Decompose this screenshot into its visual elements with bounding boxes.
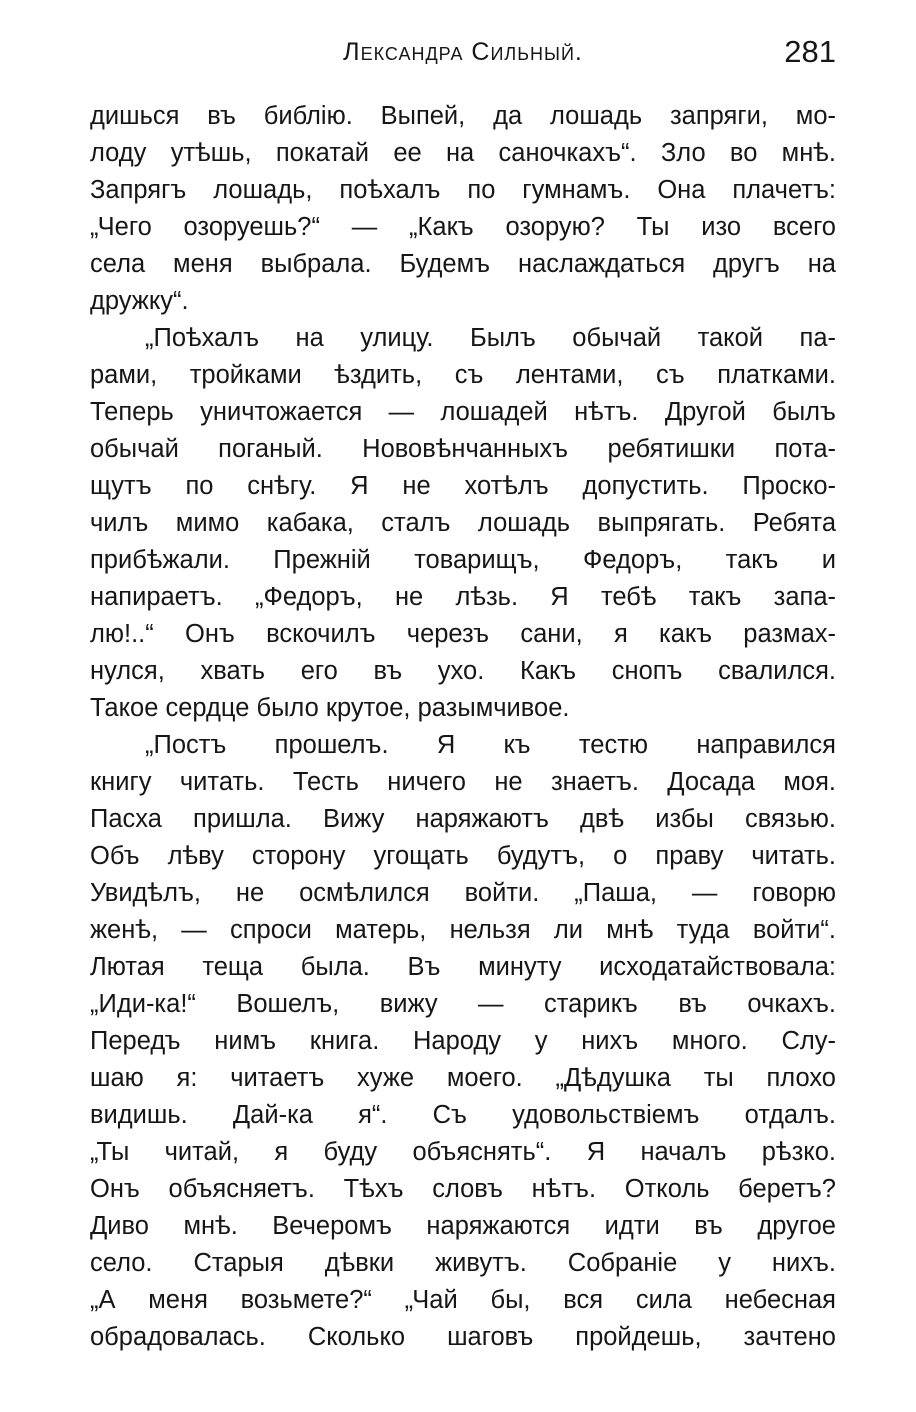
text-line: села меня выбрала. Будемъ наслаждаться другъ на <box>90 250 836 278</box>
text-line: щутъ по снѣгу. Я не хотѣлъ допустить. Проско- <box>90 472 836 500</box>
text-line: шаю я: читаетъ хуже моего. „Дѣдушка ты плохо <box>90 1064 836 1092</box>
text-line: „Чего озоруешь?“ — „Какъ озорую? Ты изо всего <box>90 213 836 241</box>
text-line: Лютая теща была. Въ минуту исходатайствовала: <box>90 953 836 981</box>
text-line: обычай поганый. Нововѣнчанныхъ ребятишки пота- <box>90 435 836 463</box>
text-line: рами, тройками ѣздить, съ лентами, съ платками. <box>90 361 836 389</box>
text-line: Онъ объясняетъ. Тѣхъ словъ нѣтъ. Отколь беретъ? <box>90 1175 836 1203</box>
text-line: Объ лѣву сторону угощать будутъ, о праву читать. <box>90 842 836 870</box>
text-line: напираетъ. „Федоръ, не лѣзь. Я тебѣ такъ запа- <box>90 583 836 611</box>
text-line: женѣ, — спроси матерь, нельзя ли мнѣ туда войти“. <box>90 916 836 944</box>
text-line: обрадовалась. Сколько шаговъ пройдешь, зачтено <box>90 1323 836 1351</box>
body-text <box>90 98 836 1356</box>
paragraph-start-line: „Поѣхалъ на улицу. Былъ обычай такой па- <box>145 324 836 352</box>
text-line: Пасха пришла. Вижу наряжаютъ двѣ избы связью. <box>90 805 836 833</box>
text-line: село. Старыя дѣвки живутъ. Собраніе у нихъ. <box>90 1249 836 1277</box>
text-line: дишься въ библію. Выпей, да лошадь запряги, мо- <box>90 102 836 130</box>
text-line: лоду утѣшь, покатай ее на саночкахъ“. Зло во мнѣ. <box>90 139 836 167</box>
text-line: чилъ мимо кабака, сталъ лошадь выпрягать. Ребята <box>90 509 836 537</box>
text-line: нулся, хвать его въ ухо. Какъ снопъ свалился. <box>90 657 836 685</box>
text-line: книгу читать. Тесть ничего не знаетъ. Досада моя. <box>90 768 836 796</box>
text-line: видишь. Дай-ка я“. Съ удовольствіемъ отдалъ. <box>90 1101 836 1129</box>
text-line: „Ты читай, я буду объяснять“. Я началъ рѣзко. <box>90 1138 836 1166</box>
paragraph-start-line: „Постъ прошелъ. Я къ тестю направился <box>145 731 836 759</box>
text-line: Увидѣлъ, не осмѣлился войти. „Паша, — говорю <box>90 879 836 907</box>
text-line: Такое сердце было крутое, разымчивое. <box>90 694 570 722</box>
running-title: Лександра Сильный. <box>343 38 583 66</box>
text-line: Запрягъ лошадь, поѣхалъ по гумнамъ. Она плачетъ: <box>90 176 836 204</box>
text-line: дружку“. <box>90 287 189 315</box>
running-head <box>90 34 836 74</box>
text-line: „А меня возьмете?“ „Чай бы, вся сила небесная <box>90 1286 836 1314</box>
text-line: Передъ нимъ книга. Народу у нихъ много. Слу- <box>90 1027 836 1055</box>
text-line: Теперь уничтожается — лошадей нѣтъ. Другой былъ <box>90 398 836 426</box>
text-line: лю!..“ Онъ вскочилъ черезъ сани, я какъ размах- <box>90 620 836 648</box>
page-number: 281 <box>784 34 836 69</box>
text-line: прибѣжали. Прежній товарищъ, Федоръ, такъ и <box>90 546 836 574</box>
text-line: Диво мнѣ. Вечеромъ наряжаются идти въ другое <box>90 1212 836 1240</box>
text-line: „Иди-ка!“ Вошелъ, вижу — старикъ въ очкахъ. <box>90 990 836 1018</box>
